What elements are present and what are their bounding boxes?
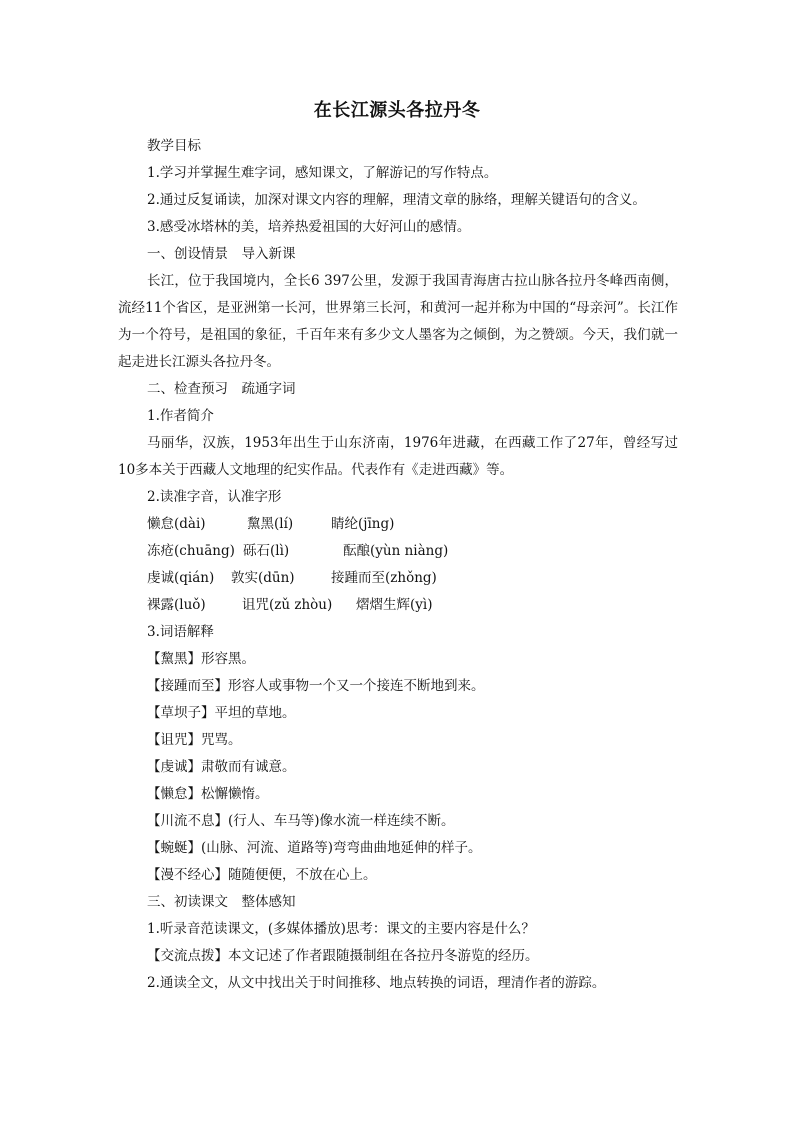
answer-item: 【交流点拨】本文记述了作者跟随摄制组在各拉丹冬游览的经历。 [147, 948, 539, 964]
goal-item: 2.通过反复诵读，加深对课文内容的理解，理清文章的脉络，理解关键语句的含义。 [147, 192, 646, 208]
pronunciation-row [118, 511, 678, 538]
subsection-heading: 3.词语解释 [147, 624, 214, 640]
pronunciation-row [118, 538, 678, 565]
vocab-item: 【接踵而至】形容人或事物一个又一个接连不断地到来。 [147, 678, 485, 694]
vocab-item: 【草坝子】平坦的草地。 [147, 705, 296, 721]
question-item: 2.通读全文，从文中找出关于时间推移、地点转换的词语，理清作者的游踪。 [147, 975, 606, 991]
document-title: 在长江源头各拉丹冬 [313, 100, 481, 121]
section-heading: 三、初读课文 整体感知 [147, 894, 296, 910]
pronunciation-term: 懒怠(dài) [147, 516, 206, 532]
goals-heading: 教学目标 [147, 138, 201, 154]
pronunciation-row [118, 565, 678, 592]
intro-paragraph: 长江，位于我国境内，全长6 397公里，发源于我国青海唐古拉山脉各拉丹冬峰西南侧，流经11个省区，是亚洲第一长河，世界第三长河，和黄河一起并称为中国的“母亲河”。长江作为一个符号，是祖国的象征，千百年来有多少文人墨客为之倾倒，为之赞颂。今天，我们就一起走进长江源头各拉丹冬。 [118, 273, 678, 370]
pronunciation-term: 黧黑(lí) [247, 516, 294, 532]
vocab-item: 【诅咒】咒骂。 [147, 732, 242, 748]
pronunciation-term: 冻疮(chuāng) [147, 543, 235, 559]
vocab-item: 【蜿蜒】(山脉、河流、道路等)弯弯曲曲地延伸的样子。 [147, 840, 482, 856]
subsection-heading: 2.读准字音，认准字形 [147, 489, 282, 505]
pronunciation-term: 接踵而至(zhǒng) [331, 570, 437, 586]
pronunciation-row [118, 592, 678, 619]
subsection-heading: 1.作者简介 [147, 408, 214, 424]
pronunciation-term: 砾石(lì) [243, 543, 290, 559]
pronunciation-term: 虔诚(qián) [147, 570, 215, 586]
author-paragraph: 马丽华，汉族，1953年出生于山东济南，1976年进藏，在西藏工作了27年，曾经写过10多本关于西藏人文地理的纪实作品。代表作有《走进西藏》等。 [118, 435, 678, 478]
vocab-item: 【懒怠】松懈懒惰。 [147, 786, 269, 802]
vocab-item: 【虔诚】肃敬而有诚意。 [147, 759, 296, 775]
vocab-item: 【漫不经心】随随便便，不放在心上。 [147, 867, 377, 883]
pronunciation-term: 熠熠生辉(yì) [356, 597, 433, 613]
vocab-item: 【川流不息】(行人、车马等)像水流一样连续不断。 [147, 813, 455, 829]
pronunciation-term: 睛纶(jīng) [331, 516, 395, 532]
section-heading: 二、检查预习 疏通字词 [147, 381, 296, 397]
document-body [118, 133, 678, 997]
vocab-item: 【黧黑】形容黑。 [147, 651, 255, 667]
pronunciation-term: 诅咒(zǔ zhòu) [242, 597, 333, 613]
pronunciation-term: 酝酿(yùn niàng) [343, 543, 449, 559]
section-heading: 一、创设情景 导入新课 [147, 246, 296, 262]
question-item: 1.听录音范读课文，(多媒体播放)思考：课文的主要内容是什么？ [147, 921, 535, 937]
goal-item: 3.感受冰塔林的美，培养热爱祖国的大好河山的感情。 [147, 219, 471, 235]
pronunciation-term: 裸露(luǒ) [147, 597, 206, 613]
goal-item: 1.学习并掌握生难字词，感知课文，了解游记的写作特点。 [147, 165, 498, 181]
pronunciation-term: 敦实(dūn) [231, 570, 295, 586]
